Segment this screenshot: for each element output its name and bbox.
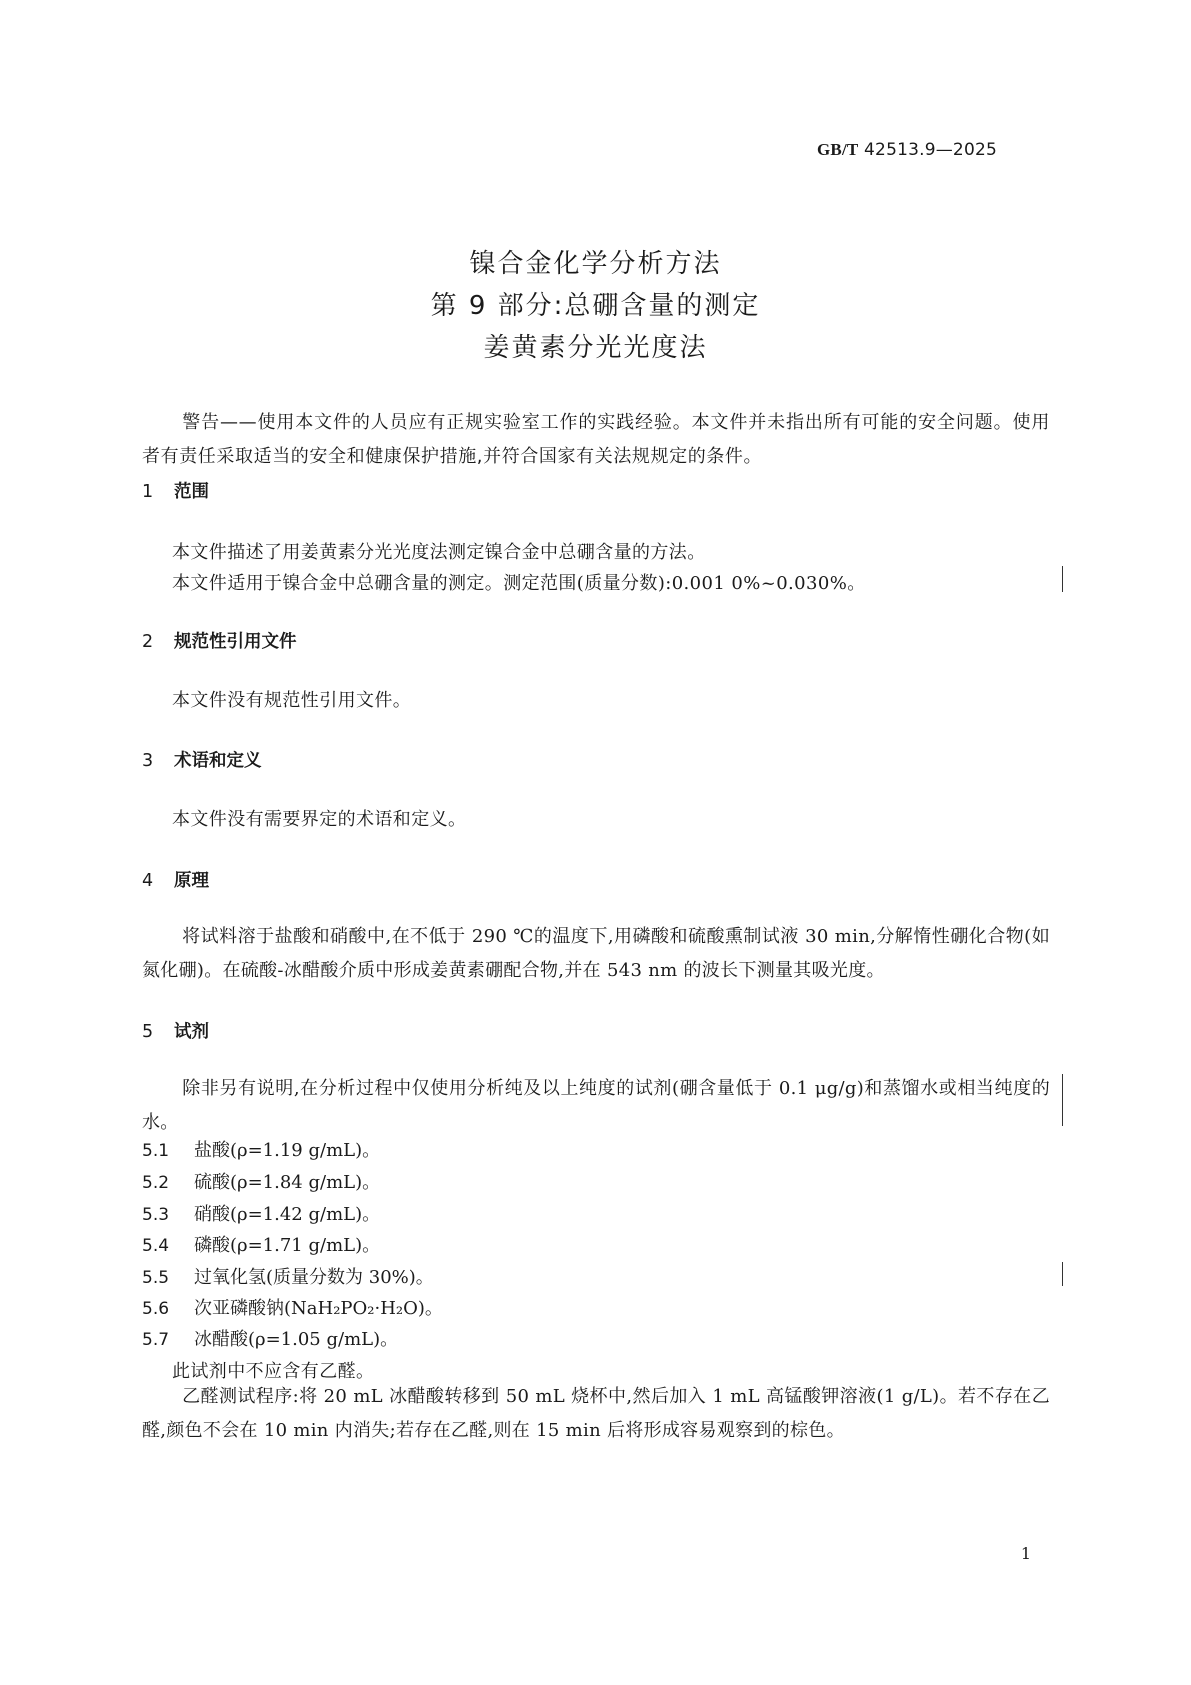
change-bar: [1062, 566, 1063, 592]
safety-warning: [142, 406, 1050, 474]
section-heading-normative-references: 2 规范性引用文件: [142, 632, 297, 652]
title-line-2: 第 9 部分:总硼含量的测定: [430, 291, 761, 321]
title-line-1: 镍合金化学分析方法: [469, 249, 722, 279]
standard-prefix: GB/T: [816, 140, 859, 159]
safety-warning-text: 警告——使用本文件的人员应有正规实验室工作的实践经验。本文件并未指出所有可能的安全问题。使用者有责任采取适当的安全和健康保护措施,并符合国家有关法规规定的条件。: [142, 412, 1050, 467]
section-heading-reagents: 5 试剂: [142, 1022, 209, 1042]
standard-code: 42513.9—2025: [864, 140, 997, 160]
reagent-item: 5.2 硫酸(ρ=1.84 g/mL)。: [142, 1172, 381, 1193]
reagent-item: 5.5 过氧化氢(质量分数为 30%)。: [142, 1267, 434, 1288]
section-heading-scope: 1 范围: [142, 482, 209, 502]
reagent-item: 5.4 磷酸(ρ=1.71 g/mL)。: [142, 1235, 381, 1256]
reagent-item: 5.7 冰醋酸(ρ=1.05 g/mL)。: [142, 1329, 399, 1350]
reagent-item: 5.3 硝酸(ρ=1.42 g/mL)。: [142, 1204, 381, 1225]
section-heading-terms: 3 术语和定义: [142, 751, 262, 771]
standard-number: [817, 140, 997, 160]
references-paragraph: 本文件没有规范性引用文件。: [172, 690, 412, 711]
reagent-item: 5.6 次亚磷酸钠(NaH₂PO₂·H₂O)。: [142, 1298, 443, 1319]
reagent-note-2: 乙醛测试程序:将 20 mL 冰醋酸转移到 50 mL 烧杯中,然后加入 1 mL 高锰酸钾溶液(1 g/L)。若不存在乙醛,颜色不会在 10 min 内消失;若存在乙醛,则在 15 min 后将形成容易观察到的棕色。: [142, 1386, 1050, 1441]
title-line-3: 姜黄素分光光度法: [483, 333, 708, 363]
scope-paragraph-2: 本文件适用于镍合金中总硼含量的测定。测定范围(质量分数):0.001 0%~0.030%。: [172, 573, 866, 594]
reagent-note-1: 此试剂中不应含有乙醛。: [172, 1361, 375, 1382]
reagents-intro: 除非另有说明,在分析过程中仅使用分析纯及以上纯度的试剂(硼含量低于 0.1 μg/g)和蒸馏水或相当纯度的水。: [142, 1078, 1050, 1133]
principle-paragraph: 将试料溶于盐酸和硝酸中,在不低于 290 ℃的温度下,用磷酸和硫酸熏制试液 30 min,分解惰性硼化合物(如氮化硼)。在硫酸-冰醋酸介质中形成姜黄素硼配合物,并在 543 nm 的波长下测量其吸光度。: [142, 926, 1050, 981]
scope-paragraph-1: 本文件描述了用姜黄素分光光度法测定镍合金中总硼含量的方法。: [172, 542, 706, 563]
page-number: 1: [1020, 1544, 1031, 1563]
terms-paragraph: 本文件没有需要界定的术语和定义。: [172, 809, 467, 830]
section-heading-principle: 4 原理: [142, 871, 209, 891]
reagent-item: 5.1 盐酸(ρ=1.19 g/mL)。: [142, 1140, 381, 1161]
change-bar: [1062, 1074, 1063, 1126]
change-bar: [1062, 1262, 1063, 1286]
